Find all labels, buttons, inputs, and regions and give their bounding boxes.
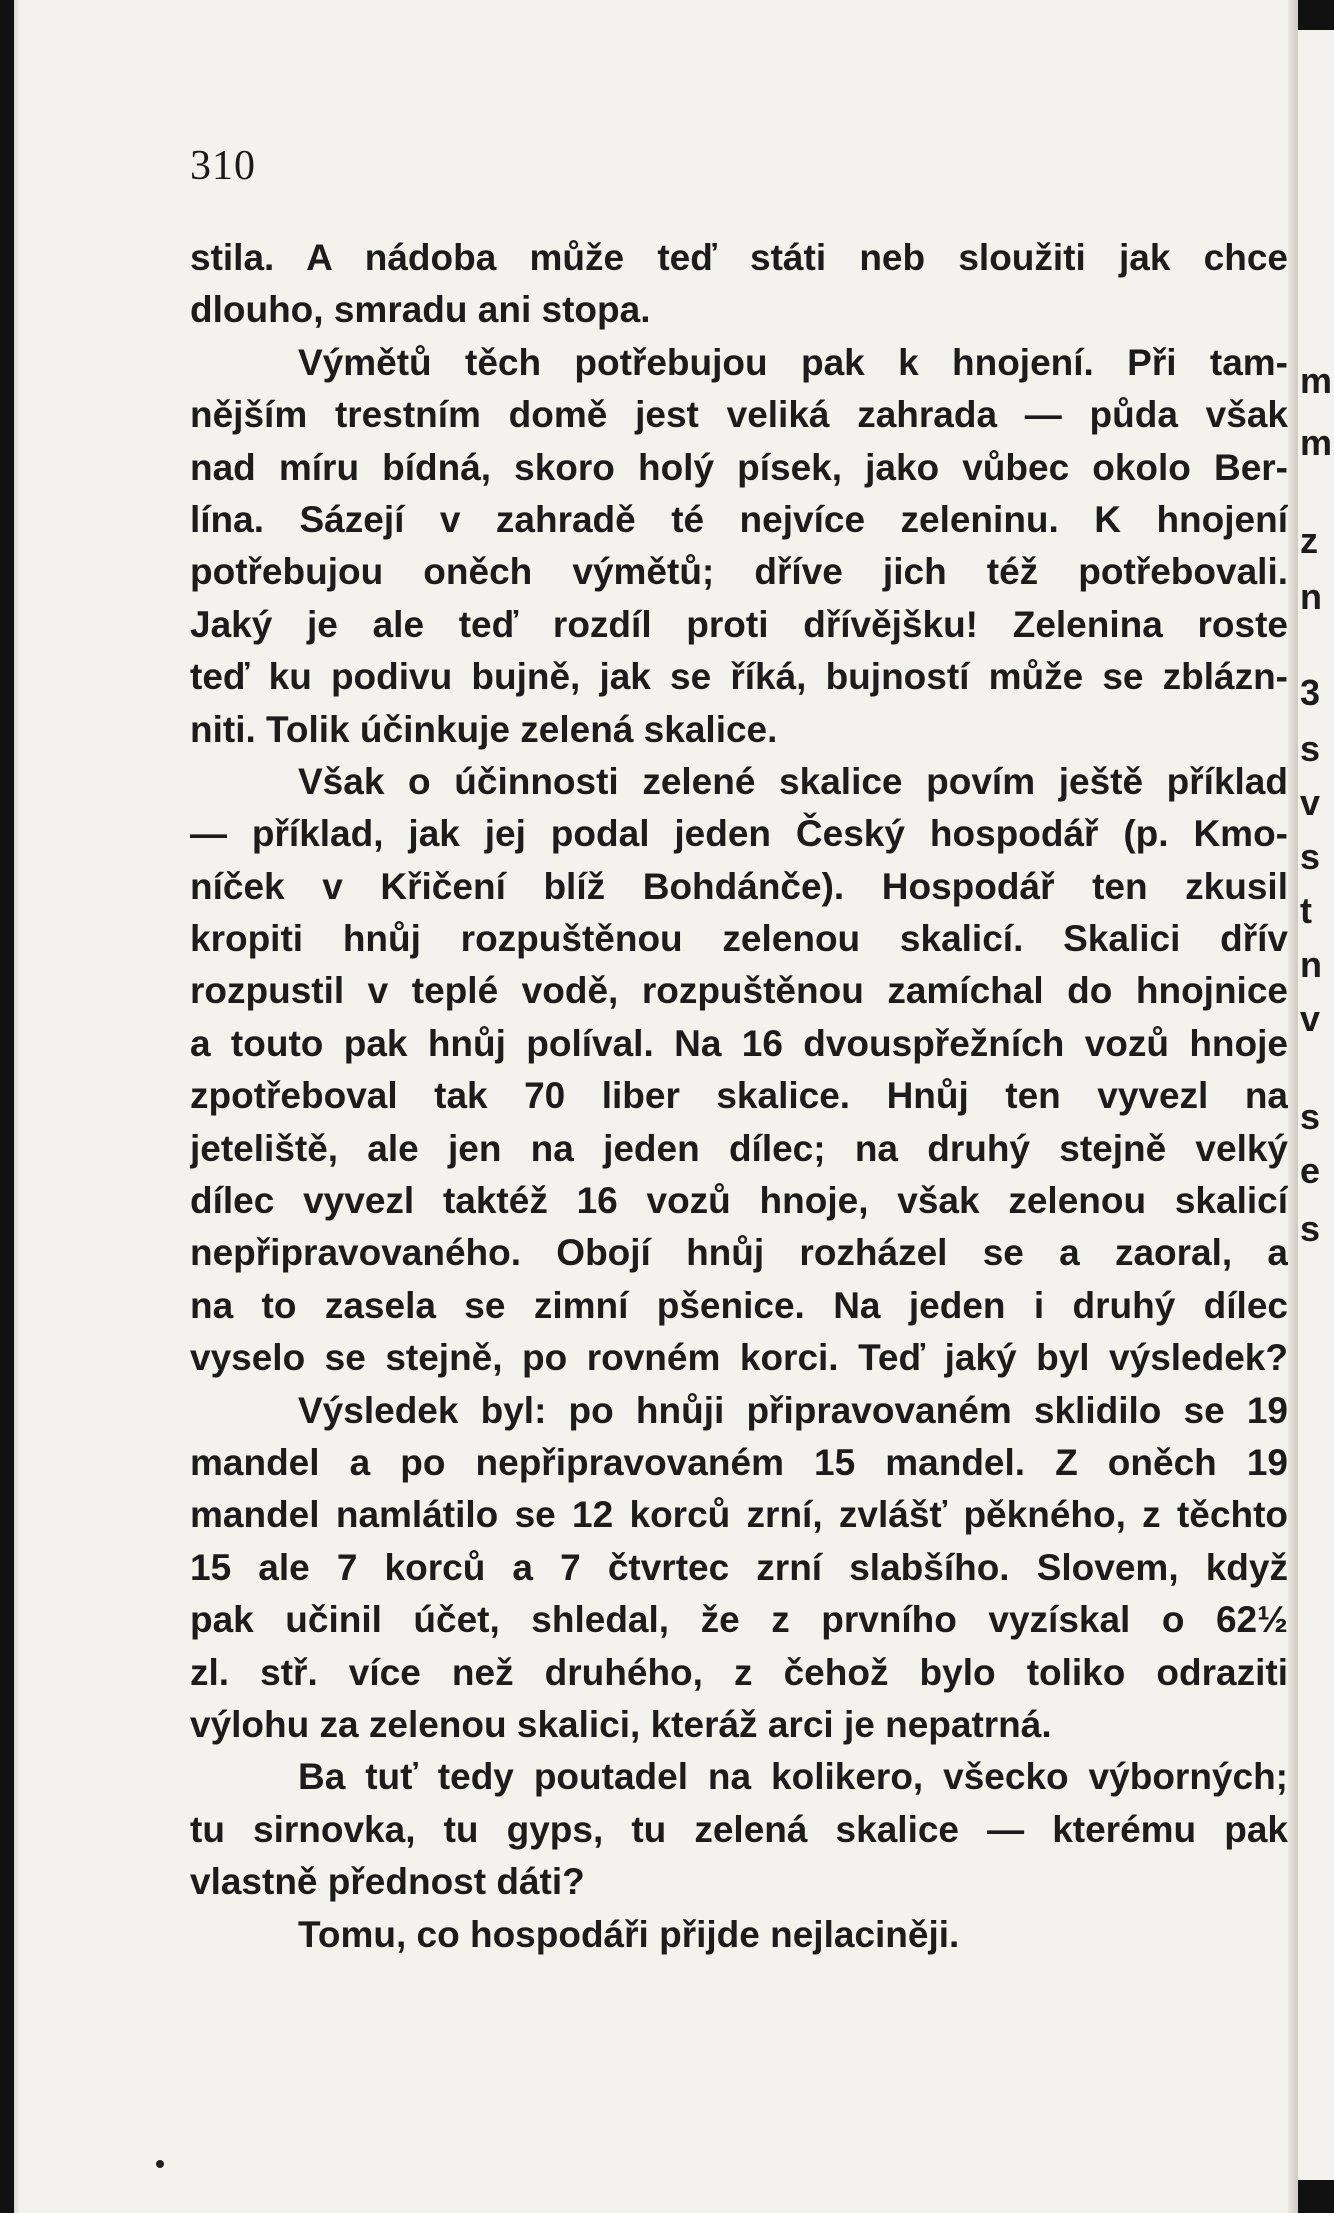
edge-letter: s	[1300, 1208, 1321, 1249]
text-line: stila. A nádoba může teď státi neb sloužiti jak chce	[190, 237, 1288, 278]
edge-letter: s	[1300, 1096, 1321, 1137]
edge-letter: n	[1300, 944, 1322, 985]
body-text	[190, 232, 1288, 1961]
text-line: mandel namlátilo se 12 korců zrní, zvlášť pěkného, z těchto	[190, 1494, 1288, 1536]
text-line: — příklad, jak jej podal jeden Český hospodář (p. Kmo-	[190, 813, 1288, 855]
text-line: lína. Sázejí v zahradě té nejvíce zeleninu. K hnojení	[190, 498, 1288, 540]
text-line: niti. Tolik účinkuje zelená skalice.	[190, 708, 778, 750]
text-line: rozpustil v teplé vodě, rozpuštěnou zamíchal do hnojnice	[190, 970, 1288, 1012]
text-line: dlouho, smradu ani stopa.	[190, 289, 651, 331]
page-fold-shadow	[1288, 0, 1298, 2213]
page-left-shadow	[14, 0, 20, 2213]
text-line: a touto pak hnůj políval. Na 16 dvouspřežních vozů hnoje	[190, 1022, 1288, 1064]
text-line: potřebujou oněch výmětů; dříve jich též potřebovali.	[190, 551, 1288, 593]
text-line: nějším trestním domě jest veliká zahrada — půda však	[190, 394, 1288, 436]
text-line: 15 ale 7 korců a 7 čtvrtec zrní slabšího. Slovem, když	[190, 1546, 1288, 1588]
text-line: Jaký je ale teď rozdíl proti dřívějšku! Zelenina roste	[190, 603, 1288, 645]
text-line: teď ku podivu bujně, jak se říká, bujností může se zblázn-	[190, 656, 1288, 698]
text-line: vyselo se stejně, po rovném korci. Teď jaký byl výsledek?	[190, 1337, 1288, 1379]
text-line: tu sirnovka, tu gyps, tu zelená skalice — kterému pak	[190, 1808, 1288, 1850]
next-page-edge	[1298, 30, 1334, 2180]
text-line: výlohu za zelenou skalici, kteráž arci je nepatrná.	[190, 1703, 1052, 1745]
text-line: zl. stř. více než druhého, z čehož bylo toliko odraziti	[190, 1651, 1288, 1693]
edge-letter: e	[1300, 1150, 1321, 1191]
text-line: pak učinil účet, shledal, že z prvního vyzískal o 62½	[190, 1599, 1288, 1641]
edge-letter: t	[1300, 890, 1312, 931]
text-line: Výmětů těch potřebujou pak k hnojení. Při tam-	[298, 341, 1288, 383]
edge-letter: v	[1300, 782, 1321, 823]
text-line: kropiti hnůj rozpuštěnou zelenou skalicí. Skalici dřív	[190, 918, 1288, 960]
text-line: níček v Křičení blíž Bohdánče). Hospodář ten zkusil	[190, 865, 1288, 907]
book-page	[14, 0, 1298, 2213]
edge-letter: n	[1300, 576, 1322, 617]
text-line: jeteliště, ale jen na jeden dílec; na druhý stejně velký	[190, 1127, 1288, 1169]
text-line: vlastně přednost dáti?	[190, 1861, 585, 1903]
text-line: Výsledek byl: po hnůji připravovaném sklidilo se 19	[298, 1389, 1288, 1431]
edge-letter: s	[1300, 836, 1321, 877]
edge-letter: s	[1300, 728, 1321, 769]
text-line: Však o účinnosti zelené skalice povím ještě příklad	[298, 760, 1288, 802]
edge-letter: z	[1300, 520, 1318, 561]
text-line: na to zasela se zimní pšenice. Na jeden i druhý dílec	[190, 1284, 1288, 1326]
edge-letter: v	[1300, 998, 1321, 1039]
page-number: 310	[190, 143, 256, 189]
ink-speck	[156, 2160, 164, 2168]
edge-letter: m	[1300, 422, 1333, 463]
text-line: mandel a po nepřipravovaném 15 mandel. Z oněch 19	[190, 1441, 1288, 1483]
text-line: nepřipravovaného. Obojí hnůj rozházel se a zaoral, a	[190, 1232, 1288, 1274]
text-line: dílec vyvezl taktéž 16 vozů hnoje, však zelenou skalicí	[190, 1180, 1288, 1222]
edge-letter: 3	[1300, 672, 1321, 713]
text-line: zpotřeboval tak 70 liber skalice. Hnůj ten vyvezl na	[190, 1075, 1288, 1117]
text-line: Ba tuť tedy poutadel na kolikero, všecko výborných;	[298, 1756, 1288, 1798]
text-line: Tomu, co hospodáři přijde nejlaciněji.	[298, 1913, 960, 1955]
text-line: nad míru bídná, skoro holý písek, jako vůbec okolo Ber-	[190, 446, 1288, 488]
edge-letter: m	[1300, 360, 1333, 401]
